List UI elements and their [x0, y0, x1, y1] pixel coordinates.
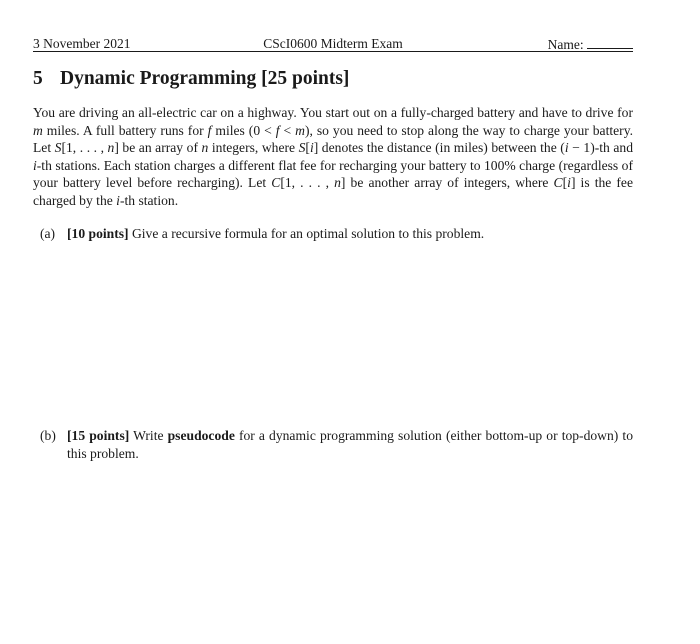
part-b-prompt: Write	[129, 428, 168, 443]
math-var: m	[295, 122, 305, 138]
text-run: [	[562, 175, 568, 190]
section-title: Dynamic Programming [25 points]	[60, 68, 350, 89]
text-run: ] is the fee charged by the	[33, 175, 634, 208]
math-var: i	[567, 175, 571, 190]
part-a-points: [10 points]	[67, 226, 129, 241]
math-var: i	[564, 140, 569, 155]
text-run: [1, . . . ,	[280, 175, 335, 190]
math-var: i	[309, 140, 314, 155]
text-run: -th stations. Each station charges a different flat fee for recharging your battery to 100% charge (regardless of your battery level before recharging). Let	[33, 157, 633, 190]
section-number: 5	[33, 68, 43, 89]
text-run: <	[279, 122, 296, 138]
page-header	[33, 36, 633, 52]
question-part-a	[40, 225, 633, 243]
text-run: ] denotes the distance (in miles) between the (	[313, 140, 565, 155]
math-var: n	[201, 140, 209, 155]
math-var: m	[33, 122, 43, 138]
section-heading	[33, 66, 633, 92]
part-b-points: [15 points]	[67, 428, 130, 443]
text-run: [	[305, 140, 310, 155]
header-rule	[33, 51, 633, 52]
math-var: n	[107, 140, 115, 155]
math-var: i	[33, 157, 37, 173]
text-run: miles (0 <	[211, 122, 276, 138]
part-b-label: (b)	[40, 428, 56, 443]
text-run: − 1)-th and	[568, 140, 633, 155]
part-b-emphasis: pseudocode	[167, 428, 235, 443]
math-var: C	[553, 175, 563, 190]
math-var: f	[275, 122, 280, 138]
part-b-text	[67, 427, 633, 462]
text-run: -th station.	[119, 192, 179, 208]
question-part-b	[40, 427, 633, 462]
text-run: integers, where	[208, 140, 299, 155]
course-title: CScI0600 Midterm Exam	[263, 36, 403, 51]
text-run: ), so you need to stop along the way to charge your battery. Let	[33, 122, 634, 155]
part-a-prompt: Give a recursive formula for an optimal solution to this problem.	[128, 226, 485, 241]
name-blank-line	[587, 36, 633, 49]
text-run: ] be an array of	[114, 140, 202, 155]
problem-paragraph	[33, 104, 633, 209]
math-var: f	[207, 122, 212, 138]
part-a-text	[67, 225, 633, 243]
text-run: miles. A full battery runs for	[42, 122, 208, 138]
exam-date: 3 November 2021	[33, 36, 131, 51]
math-var: C	[271, 175, 281, 190]
problem-statement	[33, 104, 633, 209]
text-run: [1, . . . ,	[61, 140, 108, 155]
text-run: You are driving an all-electric car on a highway. You start out on a fully-charged battery and have to drive for	[33, 105, 633, 120]
part-a-label: (a)	[40, 226, 56, 241]
part-b-prompt-cont: for a dynamic programming solution (either bottom-up or top-down) to this problem.	[67, 428, 633, 461]
math-var: n	[334, 175, 341, 190]
math-var: S	[298, 140, 306, 155]
math-var: i	[116, 192, 120, 208]
name-label: Name:	[547, 37, 584, 52]
text-run: ] be another array of integers, where	[340, 175, 554, 190]
math-var: S	[54, 140, 62, 155]
